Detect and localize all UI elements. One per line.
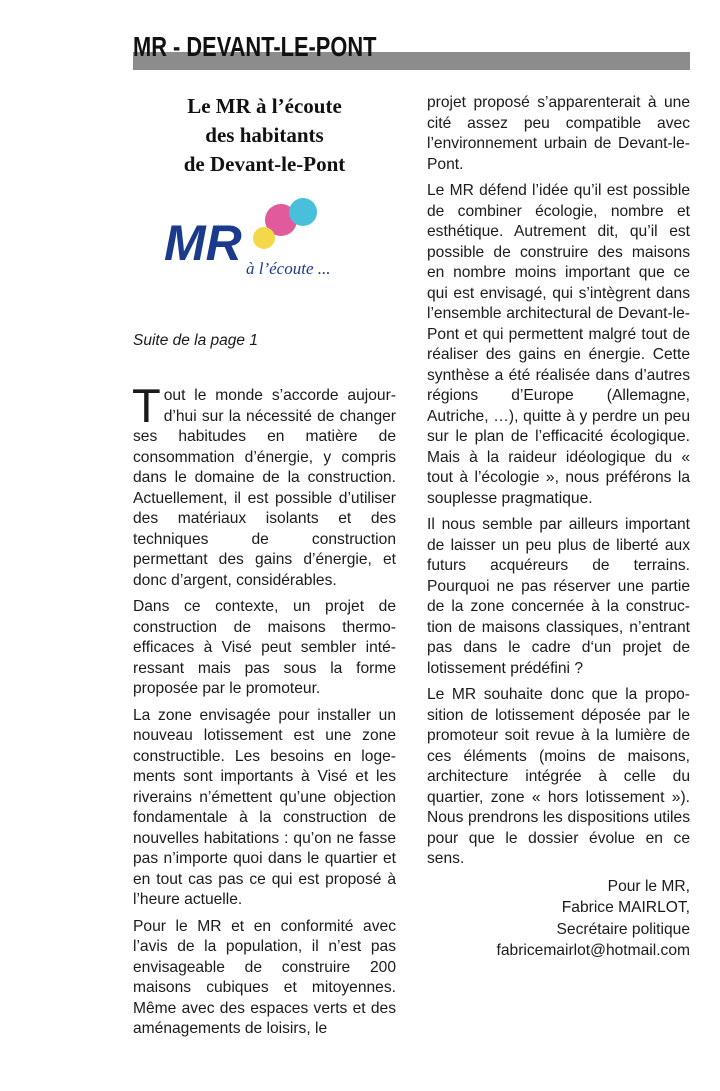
signature-role: Secrétaire politique — [556, 920, 690, 938]
paragraph: Dans ce contexte, un projet de construction de maisons thermoefficaces à Visé peut sembler intéressant mais pas sous la forme proposée par le promoteur. — [133, 598, 396, 697]
paragraph: projet proposé s’apparenterait à une cité assez peu compatible avec l’environnement urbain de Devant-le-Pont. — [427, 94, 690, 173]
mr-logo — [160, 196, 388, 286]
paragraph: Il nous semble par ailleurs important de laisser un peu plus de liberté aux futurs acquéreurs de terrains. Pourquoi ne pas réserver une partie de la zone concernée à la construction de maisons classiques, n’entrant pas dans le cadre d‘un projet de lotissement prédéfini ? — [427, 516, 690, 677]
paragraph: Le MR défend l’idée qu’il est possible de combiner écologie, nombre et esthétique. Autrement dit, qu’il est possible de construire des maisons en nombre moins important que ce qui est envisagé, qui s’intègrent dans l’ensemble architectural de Devant-le-Pont et qui permettent malgré tout de réaliser des gains en énergie. Cette synthèse a été réalisée dans d’autres régions d’Europe (Allemagne, Autriche, …), quitte à y perdre un peu sur le plan de l’efficacité écologique. Mais à la raideur idéologique du « tout à l’écologie », nous préférons la souplesse pragmatique. — [427, 182, 690, 507]
logo-tagline: à l’écoute ... — [246, 259, 331, 278]
logo-text: MR — [164, 215, 242, 271]
logo-yellow-bubble — [253, 227, 275, 249]
paragraph — [132, 379, 396, 591]
logo-cyan-bubble — [289, 198, 317, 226]
paragraph: Le MR souhaite donc que la proposition de lotissement déposée par le promoteur soit revue à la lumière de ces éléments (moins de maisons, architecture intégrée à celle du quartier, zone « hors lotissement »). Nous prendrons les dispositions utiles pour que le dossier évolue en ce sens. — [427, 686, 690, 867]
paragraph: La zone envisagée pour installer un nouveau lotissement est une zone constructible. Les besoins en logements sont importants à Visé et les riverains n’émettent qu’une objection fondamentale à la construction de nouvelles habitations : qu’on ne fasse pas n’importe quoi dans le quartier et en tout cas pas ce qui est proposé à l’heure actuelle. — [133, 706, 396, 908]
signature-name: Fabrice MAIRLOT, — [561, 899, 690, 916]
right-column — [427, 93, 690, 962]
signature-block — [427, 876, 690, 962]
headline-line-3: de Devant-le-Pont — [183, 152, 346, 176]
paragraph-text: out le monde s’accorde aujourd’hui sur la nécessité de changer ses habitudes en matière de consommation d’énergie, y compris dans le domaine de la construction. Actuellement, il est possible d’utiliser des matériaux isolants et des techniques de construction permettant des gains d’énergie, et donc d’argent, considérables. — [133, 387, 396, 589]
headline — [133, 92, 396, 179]
signature-email: fabricemairlot@hotmail.com — [496, 942, 690, 959]
headline-line-2: des habitants — [205, 123, 324, 147]
section-title: MR - DEVANT-LE-PONT — [133, 31, 377, 62]
headline-line-1: Le MR à l’écoute — [187, 94, 342, 118]
signature-line: Pour le MR, — [607, 877, 690, 895]
left-column — [132, 379, 396, 1046]
continued-from-note: Suite de la page 1 — [133, 332, 258, 349]
paragraph: Pour le MR et en conformité avec l’avis de la population, il n’est pas envisageable de construire 200 maisons cubiques et mitoyennes. Même avec des espaces verts et des aménagements de loisirs, le — [133, 917, 396, 1037]
headline-block — [133, 92, 396, 179]
drop-cap: T — [132, 379, 161, 432]
